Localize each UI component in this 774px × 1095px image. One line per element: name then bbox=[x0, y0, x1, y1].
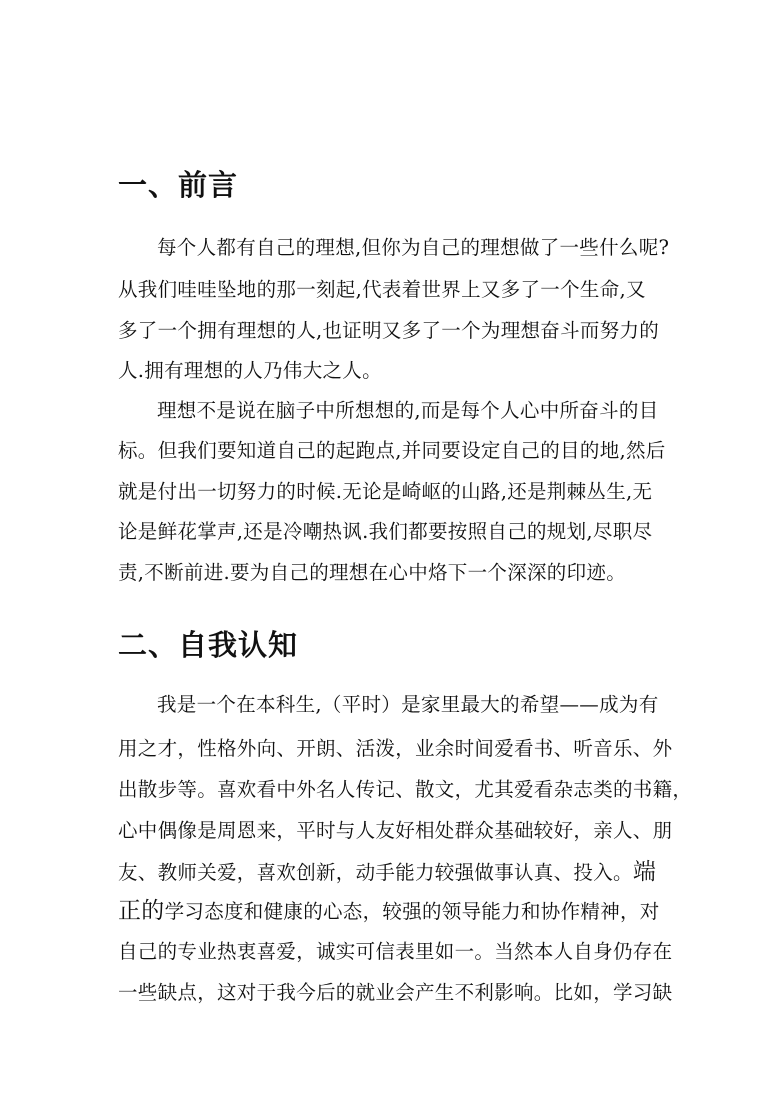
paragraph-line: 理想不是说在脑子中所想想的,而是每个人心中所奋斗的目 bbox=[157, 399, 659, 422]
paragraph-line: 人.拥有理想的人乃伟大之人。 bbox=[118, 359, 382, 382]
enlarged-text: 端 bbox=[632, 859, 657, 885]
section-heading-self-awareness: 二、自我认知 bbox=[118, 628, 299, 662]
paragraph-line: 责,不断前进.要为自己的理想在心中烙下一个深深的印迹。 bbox=[118, 561, 626, 584]
paragraph-line: 出散步等。喜欢看中外名人传记、散文，尤其爱看杂志类的书籍， bbox=[118, 778, 693, 801]
paragraph-line: 心中偶像是周恩来，平时与人友好相处群众基础较好，亲人、朋 bbox=[118, 819, 673, 842]
paragraph-line: 用之才，性格外向、开朗、活泼，业余时间爱看书、听音乐、外 bbox=[118, 737, 673, 760]
paragraph-line bbox=[118, 899, 658, 924]
paragraph-line: 从我们哇哇坠地的那一刻起,代表着世界上又多了一个生命,又 bbox=[118, 278, 646, 301]
paragraph-line bbox=[118, 860, 658, 885]
paragraph-line: 一些缺点，这对于我今后的就业会产生不利影响。比如，学习缺 bbox=[118, 981, 673, 1004]
line-text: 友、教师关爱，喜欢创新，动手能力较强做事认真、投入。 bbox=[118, 861, 633, 884]
line-text: 学习态度和健康的心态，较强的领导能力和协作精神，对 bbox=[164, 900, 660, 923]
paragraph-line: 就是付出一切努力的时候.无论是崎岖的山路,还是荆棘丛生,无 bbox=[118, 480, 653, 503]
paragraph-line: 自己的专业热衷喜爱，诚实可信表里如一。当然本人自身仍存在 bbox=[118, 940, 673, 963]
paragraph-line: 每个人都有自己的理想,但你为自己的理想做了一些什么呢? bbox=[157, 236, 670, 259]
paragraph-line: 我是一个在本科生,（平时）是家里最大的希望——成为有 bbox=[157, 693, 659, 716]
paragraph-line: 论是鲜花掌声,还是冷嘲热讽.我们都要按照自己的规划,尽职尽 bbox=[118, 520, 653, 543]
section-heading-preface: 一、前言 bbox=[118, 168, 239, 202]
enlarged-text: 正的 bbox=[118, 898, 165, 924]
paragraph-line: 多了一个拥有理想的人,也证明又多了一个为理想奋斗而努力的 bbox=[118, 319, 660, 342]
paragraph-line: 标。但我们要知道自己的起跑点,并同要设定自己的目的地,然后 bbox=[118, 439, 666, 462]
